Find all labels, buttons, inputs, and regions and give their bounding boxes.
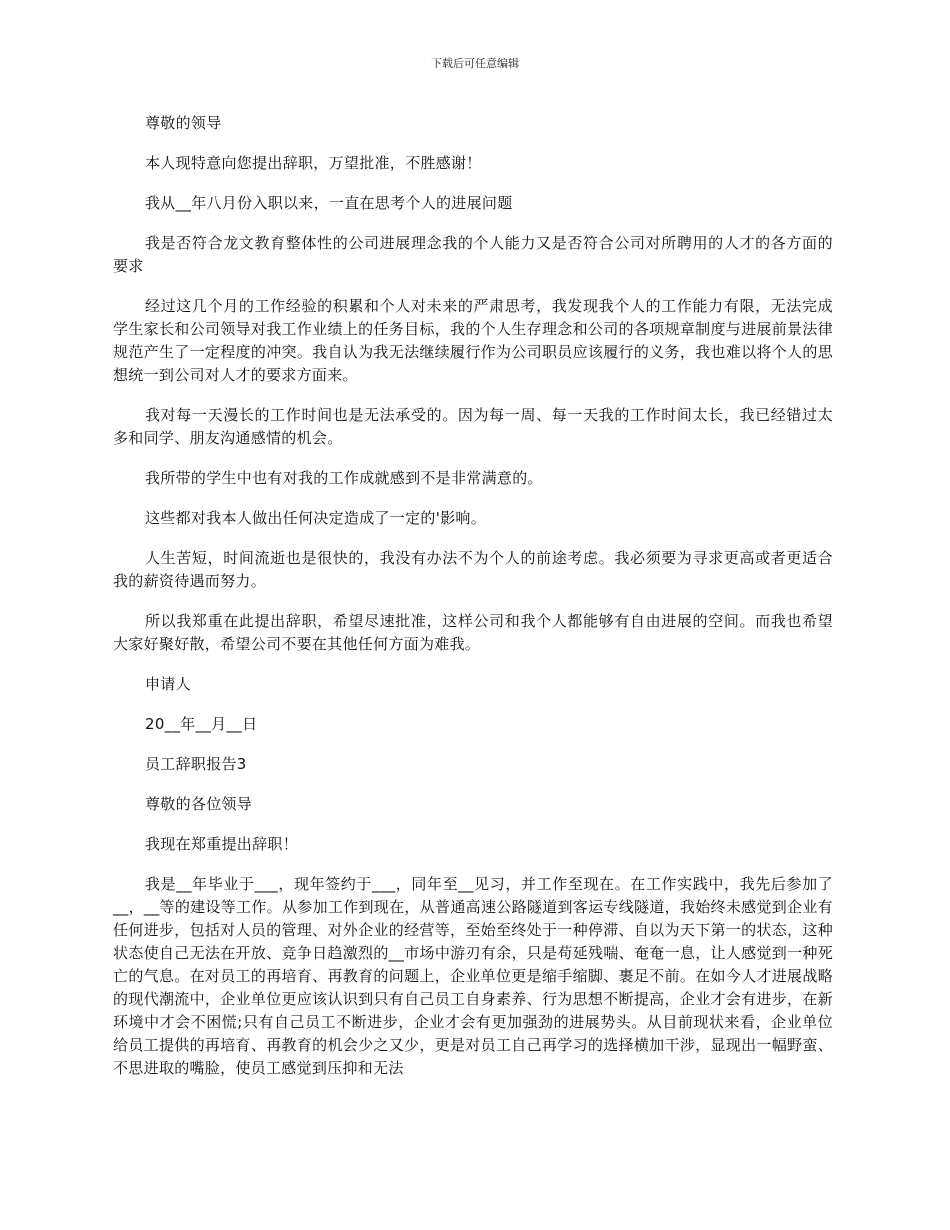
paragraph: 本人现特意向您提出辞职，万望批准，不胜感谢！ [145,154,482,172]
document-body [113,112,833,1080]
paragraph: 我是__年毕业于___，现年签约于___，同年至__见习，并工作至现在。在工作实践中，我先后参加了__，__等的建设等工作。从参加工作到现在，从普通高速公路隧道到客运专线隧道，我始终未感觉到企业有任何进步，包括对人员的管理、对外企业的经营等，至始至终处于一种停滞、自以为天下第一的状态，这种状态使自己无法在开放、竞争日趋激烈的__市场中游刃有余，只是苟延残喘、奄奄一息，让人感觉到一种死亡的气息。在对员工的再培育、再教育的问题上，企业单位更是缩手缩脚、裹足不前。在如今人才进展战略的现代潮流中，企业单位更应该认识到只有自己员工自身素养、行为思想不断提高，企业才会有进步，在新环境中才会不困慌;只有自己员工不断进步，企业才会有更加强劲的进展势头。从目前现状来看，企业单位给员工提供的再培育、再教育的机会少之又少，更是对员工自己再学习的选择横加干涉，显现出一幅野蛮、不思进取的嘴脸，使员工感觉到压抑和无法 [113,875,833,1077]
paragraph: 我从__年八月份入职以来，一直在思考个人的进展问题 [145,194,513,212]
section-title: 员工辞职报告3 [145,755,247,773]
paragraph: 所以我郑重在此提出辞职，希望尽速批准，这样公司和我个人都能够有自由进展的空间。而我也希望大家好聚好散，希望公司不要在其他任何方面为难我。 [113,612,833,653]
paragraph: 这些都对我本人做出任何决定造成了一定的'影响。 [145,509,487,527]
signature-applicant: 申请人 [145,675,191,693]
paragraph: 我对每一天漫长的工作时间也是无法承受的。因为每一周、每一天我的工作时间太长，我已经错过太多和同学、朋友沟通感情的机会。 [113,406,833,447]
paragraph: 经过这几个月的工作经验的积累和个人对未来的严肃思考，我发现我个人的工作能力有限，无法完成学生家长和公司领导对我工作业绩上的任务目标，我的个人生存理念和公司的各项规章制度与进展前景法律规范产生了一定程度的冲突。我自认为我无法继续履行作为公司职员应该履行的义务，我也难以将个人的思想统一到公司对人才的要求方面来。 [113,297,833,384]
salutation: 尊敬的领导 [145,114,222,132]
salutation: 尊敬的各位领导 [145,795,253,813]
paragraph: 我现在郑重提出辞职！ [145,835,299,853]
paragraph: 我所带的学生中也有对我的工作成就感到不是非常满意的。 [145,469,543,487]
page-header: 下载后可任意编辑 [431,57,519,70]
paragraph: 我是否符合龙文教育整体性的公司进展理念我的个人能力又是否符合公司对所聘用的人才的各方面的要求 [113,234,833,275]
signature-date: 20__年__月__日 [145,715,258,733]
paragraph: 人生苦短，时间流逝也是很快的，我没有办法不为个人的前途考虑。我必须要为寻求更高或者更适合我的薪资待遇而努力。 [113,549,833,590]
